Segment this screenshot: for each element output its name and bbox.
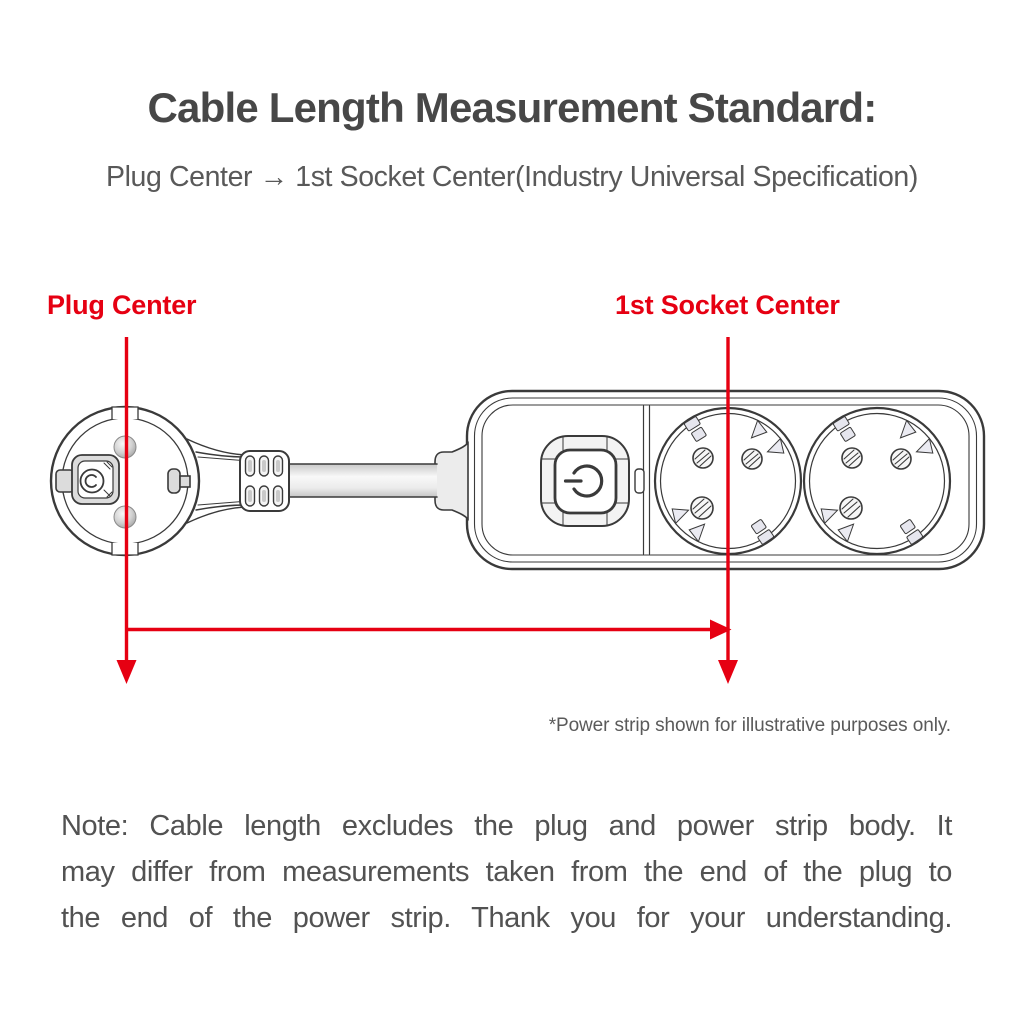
arrowhead-down-right [718, 660, 738, 684]
power-strip-drawing [467, 391, 984, 569]
cable-drawing [187, 439, 468, 523]
indicator-slot [635, 469, 644, 493]
footnote: *Power strip shown for illustrative purposes only. [548, 715, 951, 736]
note-paragraph [61, 803, 952, 941]
note-line-3: the end of the power strip. Thank you for your understanding. [61, 902, 952, 934]
page-title: Cable Length Measurement Standard: [147, 84, 877, 131]
cable-boot [435, 443, 468, 519]
note-line-1: Note: Cable length excludes the plug and power strip body. It [61, 810, 952, 842]
plug-center-label: Plug Center [47, 290, 197, 320]
arrowhead-down-left [117, 660, 137, 684]
socket-2 [804, 408, 950, 554]
cable-clamp [72, 455, 119, 504]
power-button [541, 436, 629, 526]
socket-center-label: 1st Socket Center [615, 290, 840, 320]
page-subtitle: Plug Center → 1st Socket Center(Industry Universal Specification) [106, 161, 918, 193]
strain-relief [240, 451, 289, 511]
note-line-2: may differ from measurements taken from the end of the plug to [61, 856, 952, 888]
